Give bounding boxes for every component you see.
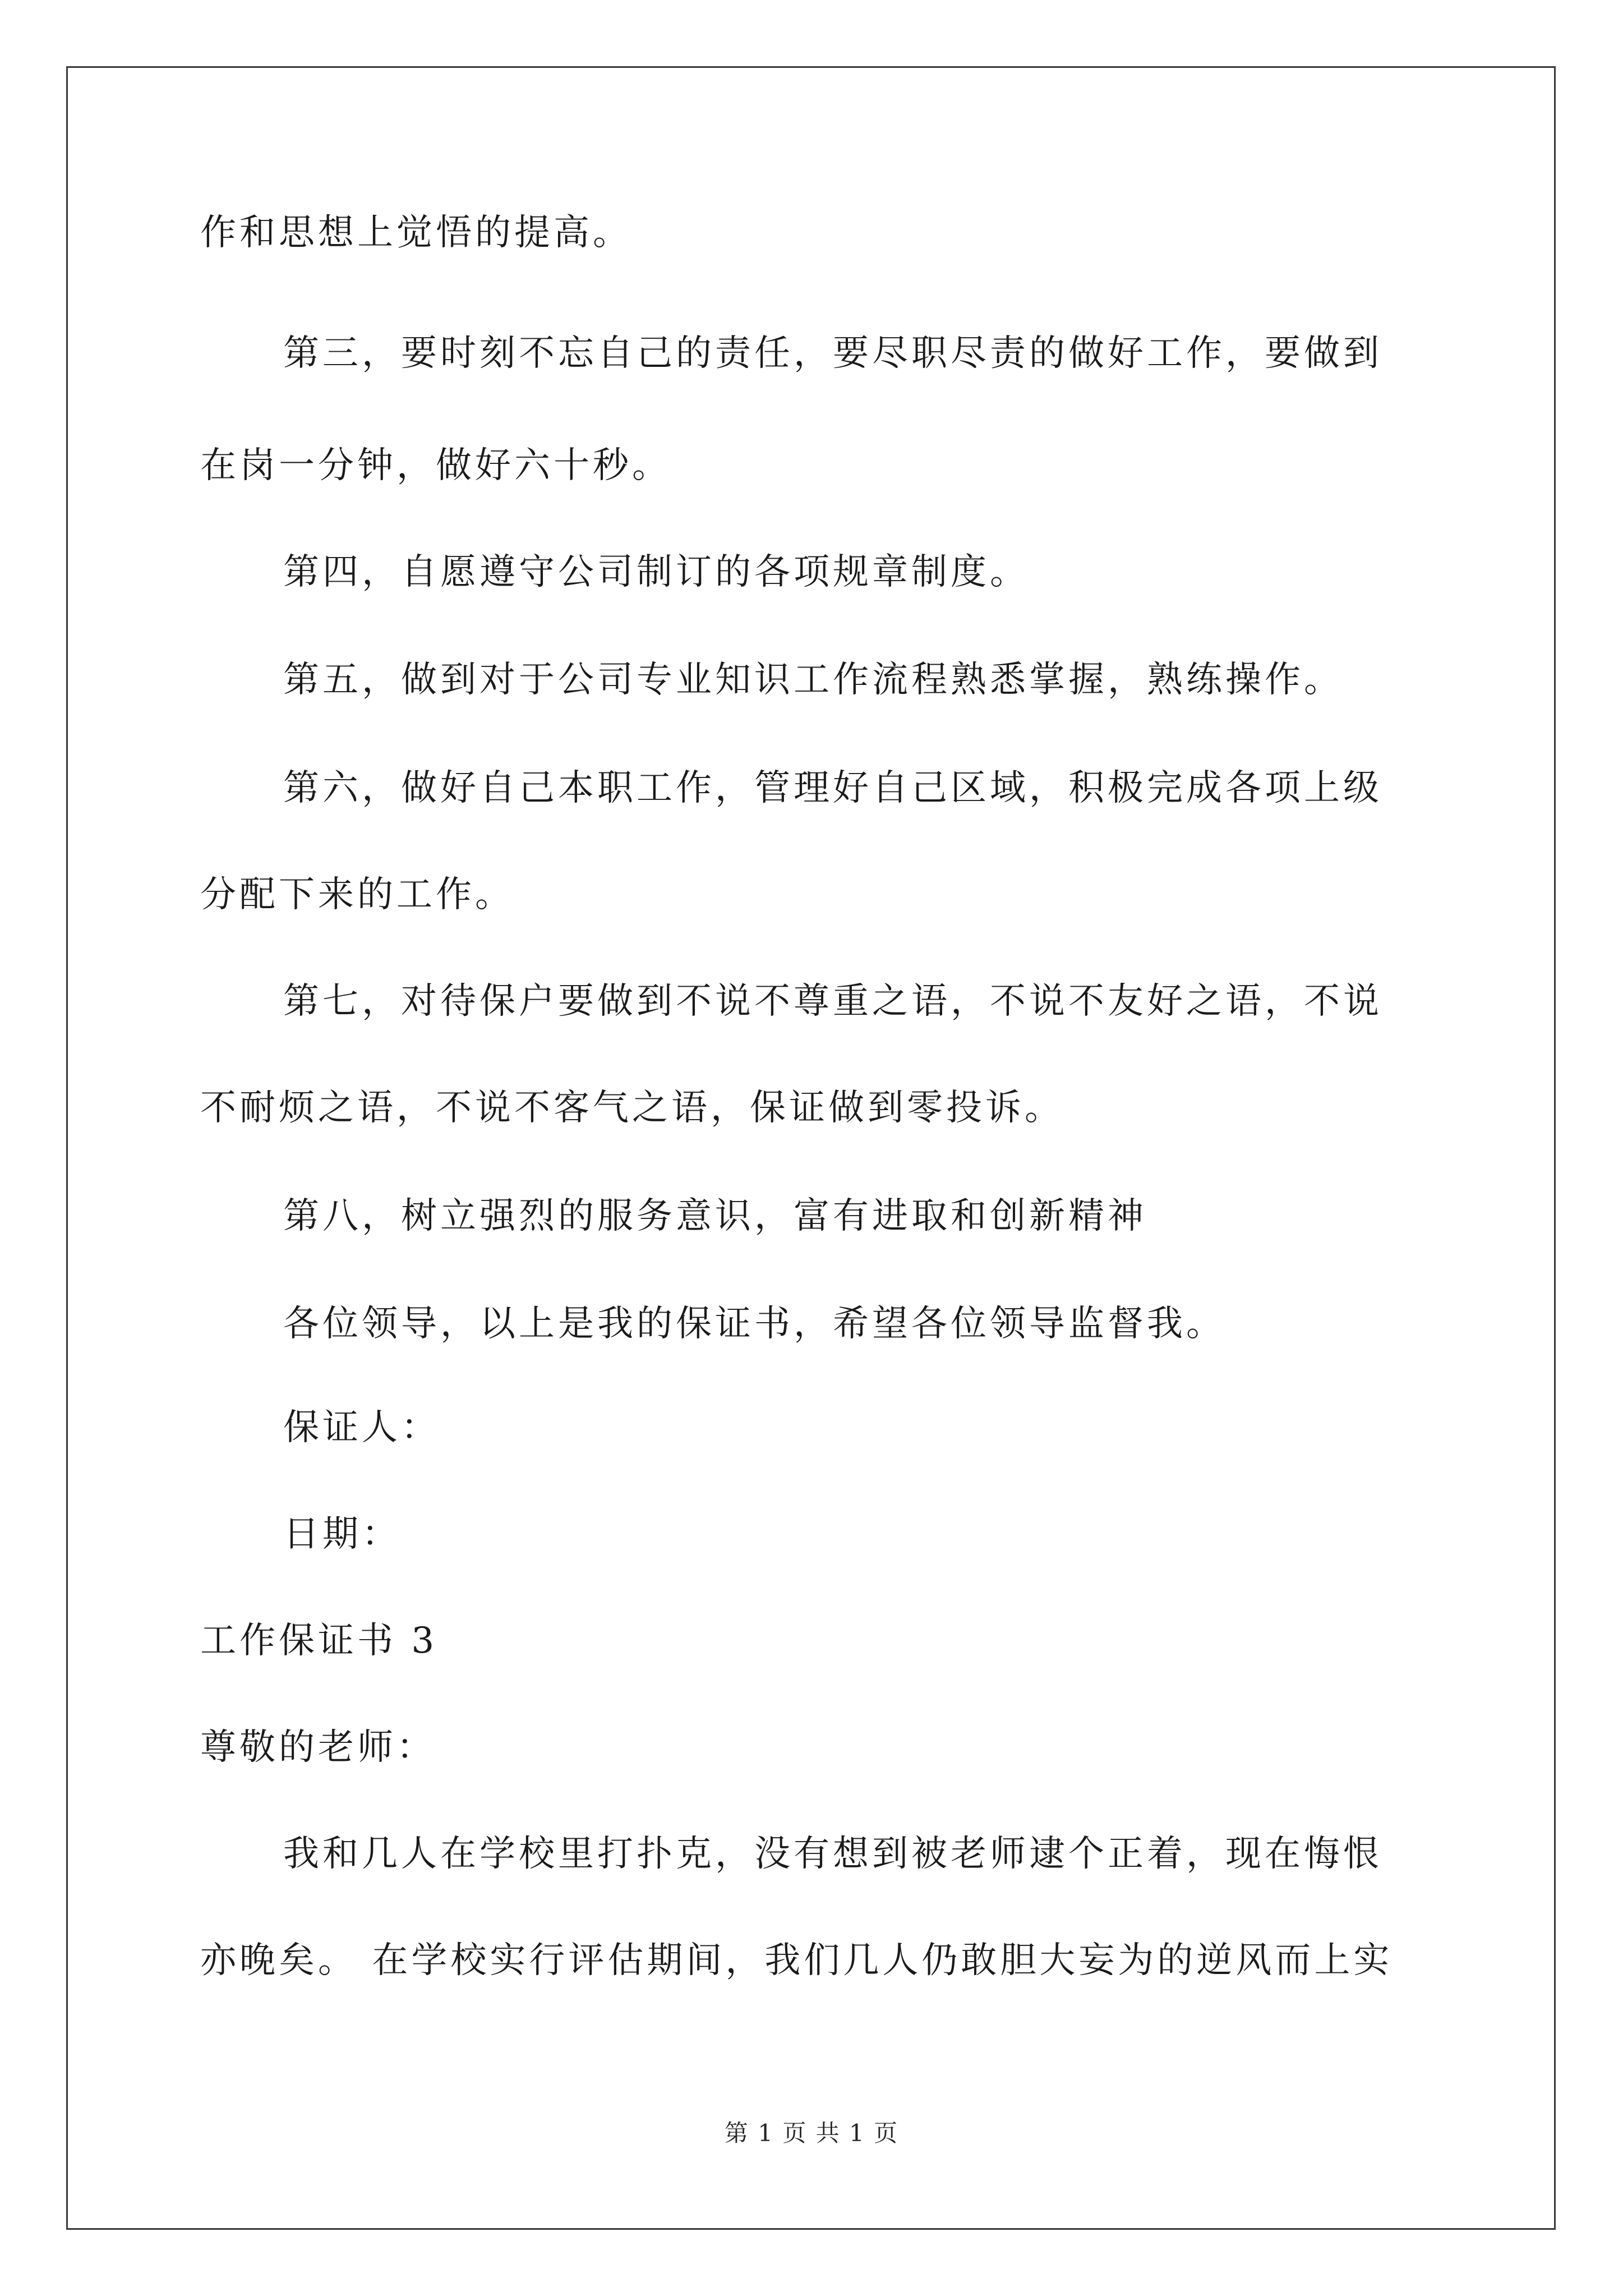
text-line-16: 我和几人在学校里打扑克，没有想到被老师逮个正着，现在悔恨 bbox=[283, 1833, 1382, 1875]
text-line-2: 第三，要时刻不忘自己的责任，要尽职尽责的做好工作，要做到 bbox=[283, 333, 1382, 374]
text-line-8: 第七，对待保户要做到不说不尊重之语，不说不友好之语，不说 bbox=[283, 981, 1382, 1022]
text-line-13: 日期： bbox=[283, 1513, 401, 1555]
text-line-6: 第六，做好自己本职工作，管理好自己区域，积极完成各项上级 bbox=[283, 767, 1382, 809]
text-line-3: 在岗一分钟，做好六十秒。 bbox=[200, 445, 671, 486]
text-line-11: 各位领导，以上是我的保证书，希望各位领导监督我。 bbox=[283, 1303, 1225, 1345]
page-footer: 第 1 页 共 1 页 bbox=[724, 2119, 899, 2147]
text-line-5: 第五，做到对于公司专业知识工作流程熟悉掌握，熟练操作。 bbox=[283, 659, 1343, 701]
text-line-9: 不耐烦之语，不说不客气之语，保证做到零投诉。 bbox=[200, 1087, 1064, 1129]
text-line-17: 亦晚矣。 在学校实行评估期间，我们几人仍敢胆大妄为的逆风而上实 bbox=[200, 1940, 1393, 1981]
text-line-10: 第八，树立强烈的服务意识，富有进取和创新精神 bbox=[283, 1195, 1147, 1237]
page-border bbox=[66, 66, 1556, 2230]
text-line-7: 分配下来的工作。 bbox=[200, 874, 514, 915]
text-line-1: 作和思想上觉悟的提高。 bbox=[200, 212, 632, 254]
text-line-4: 第四，自愿遵守公司制订的各项规章制度。 bbox=[283, 551, 1029, 593]
section-title: 工作保证书 3 bbox=[200, 1620, 438, 1662]
text-line-12: 保证人： bbox=[283, 1407, 440, 1448]
salutation: 尊敬的老师： bbox=[200, 1727, 436, 1768]
